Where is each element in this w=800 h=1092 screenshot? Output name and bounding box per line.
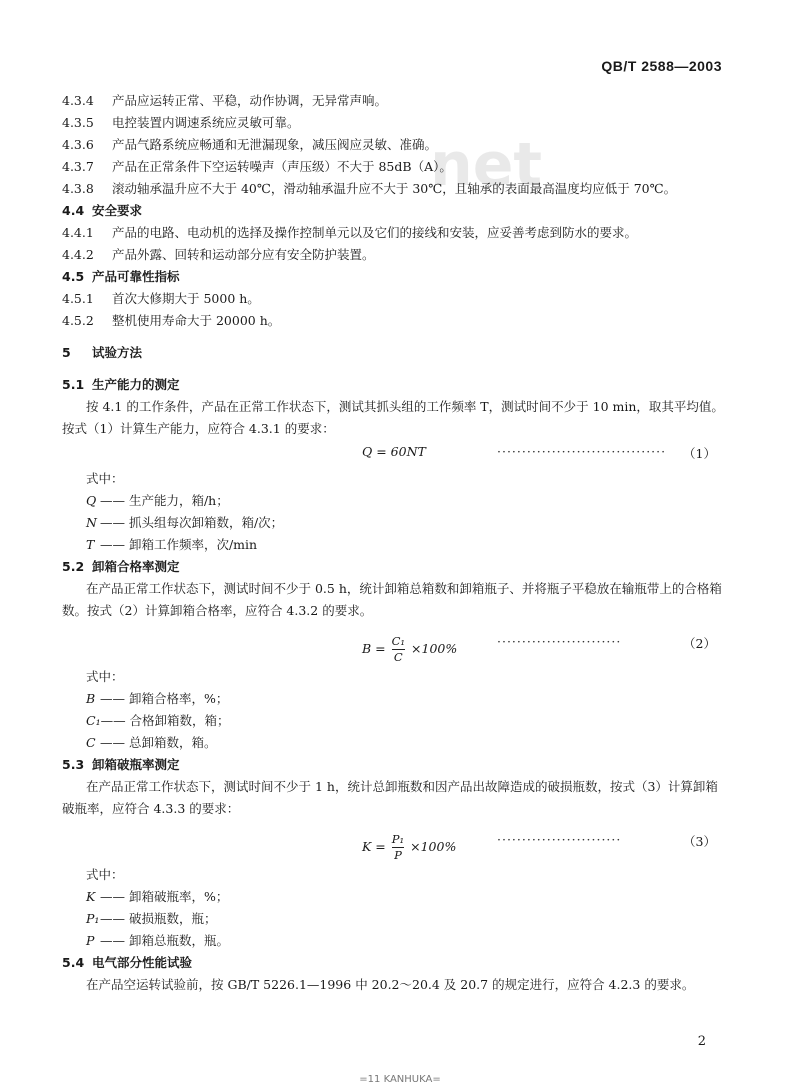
formula-2 — [62, 622, 724, 666]
where-label-2: 式中： — [86, 669, 124, 684]
clause-4-3-5: 4.3.5 电控装置内调速系统应灵敏可靠。 — [62, 115, 300, 130]
definition-row: K —— 卸箱破瓶率，%； — [86, 889, 229, 904]
section-5-3-heading: 5.3 卸箱破瓶率测定 — [62, 757, 180, 772]
formula-1-leader: ·································· — [497, 444, 667, 459]
section-5-2-heading: 5.2 卸箱合格率测定 — [62, 559, 180, 574]
clause-4-3-6: 4.3.6 产品气路系统应畅通和无泄漏现象，减压阀应灵敏、准确。 — [62, 137, 438, 152]
section-5-2-paragraph: 在产品正常工作状态下，测试时间不少于 0.5 h，统计卸箱总箱数和卸箱瓶子、并将瓶子平稳放在输瓶带上的合格箱数。按式（2）计算卸箱合格率，应符合 4.3.2 的要求。 — [62, 581, 722, 618]
definition-row: B —— 卸箱合格率，%； — [86, 691, 229, 706]
section-4-5-heading: 4.5 产品可靠性指标 — [62, 269, 180, 284]
formula-1-number: （1） — [683, 446, 716, 461]
page-number: 2 — [697, 1034, 706, 1049]
definition-row: N —— 抓头组每次卸箱数，箱/次； — [86, 515, 284, 530]
section-5-3-paragraph: 在产品正常工作状态下，测试时间不少于 1 h，统计总卸瓶数和因产品出故障造成的破损瓶数，按式（3）计算卸箱破瓶率，应符合 4.3.3 的要求： — [62, 779, 718, 816]
where-label-1: 式中： — [86, 471, 124, 486]
formula-2-number: （2） — [683, 636, 716, 651]
formula-3-leader: ························· — [497, 832, 622, 847]
formula-3-number: （3） — [683, 834, 716, 849]
formula-3 — [62, 820, 724, 864]
section-5-4-heading: 5.4 电气部分性能试验 — [62, 955, 193, 970]
document-body — [62, 90, 724, 996]
where-label-3: 式中： — [86, 867, 124, 882]
formula-1 — [62, 440, 724, 468]
section-5-4-paragraph: 在产品空运转试验前，按 GB/T 5226.1—1996 中 20.2～20.4 及 20.7 的规定进行，应符合 4.2.3 的要求。 — [86, 977, 695, 992]
watermark: net — [430, 130, 543, 200]
formula-2-expression: B = $\frac{\text{C₁}}{C}$ ×100% — [362, 634, 458, 664]
standard-number: QB/T 2588—2003 — [601, 58, 722, 74]
clause-4-3-7: 4.3.7 产品在正常条件下空运转噪声（声压级）不大于 85dB（A）。 — [62, 159, 452, 174]
clause-4-4-2: 4.4.2 产品外露、回转和运动部分应有安全防护装置。 — [62, 247, 375, 262]
definition-row: C₁—— 合格卸箱数，箱； — [86, 713, 230, 728]
section-4-4-heading: 4.4 安全要求 — [62, 203, 143, 218]
formula-2-leader: ························· — [497, 634, 622, 649]
clause-4-5-2: 4.5.2 整机使用寿命大于 20000 h。 — [62, 313, 281, 328]
definition-row: C —— 总卸箱数，箱。 — [86, 735, 217, 750]
definition-row: T —— 卸箱工作频率，次/min — [86, 537, 258, 552]
clause-4-5-1: 4.5.1 首次大修期大于 5000 h。 — [62, 291, 260, 306]
formula-2-fraction: $\frac{\text{C₁}}{C}$ — [391, 634, 406, 664]
section-5-1-paragraph: 按 4.1 的工作条件，产品在正常工作状态下，测试其抓头组的工作频率 T，测试时间不少于 10 min，取其平均值。按式（1）计算生产能力，应符合 4.3.1 的要求： — [62, 399, 724, 436]
definition-row: P —— 卸箱总瓶数，瓶。 — [86, 933, 229, 948]
definition-row: P₁—— 破损瓶数，瓶； — [86, 911, 217, 926]
section-5-heading: 5 试验方法 — [62, 345, 143, 360]
clause-4-3-4: 4.3.4 产品应运转正常、平稳，动作协调，无异常声响。 — [62, 93, 388, 108]
formula-3-fraction: $\frac{\text{P₁}}{P}$ — [391, 832, 405, 862]
section-5-1-heading: 5.1 生产能力的测定 — [62, 377, 180, 392]
clause-4-3-8: 4.3.8 滚动轴承温升应不大于 40℃，滑动轴承温升应不大于 30℃，且轴承的表面最高温度均应低于 70℃。 — [62, 181, 677, 196]
definition-row: Q —— 生产能力，箱/h； — [86, 493, 229, 508]
footer-mark: =11 KANHUKA= — [359, 1074, 441, 1085]
clause-4-4-1: 4.4.1 产品的电路、电动机的选择及操作控制单元以及它们的接线和安装，应妥善考虑到防水的要求。 — [62, 225, 638, 240]
formula-1-expression: Q = 60NT — [362, 444, 426, 459]
formula-3-expression: K = $\frac{\text{P₁}}{P}$ ×100% — [362, 832, 457, 862]
